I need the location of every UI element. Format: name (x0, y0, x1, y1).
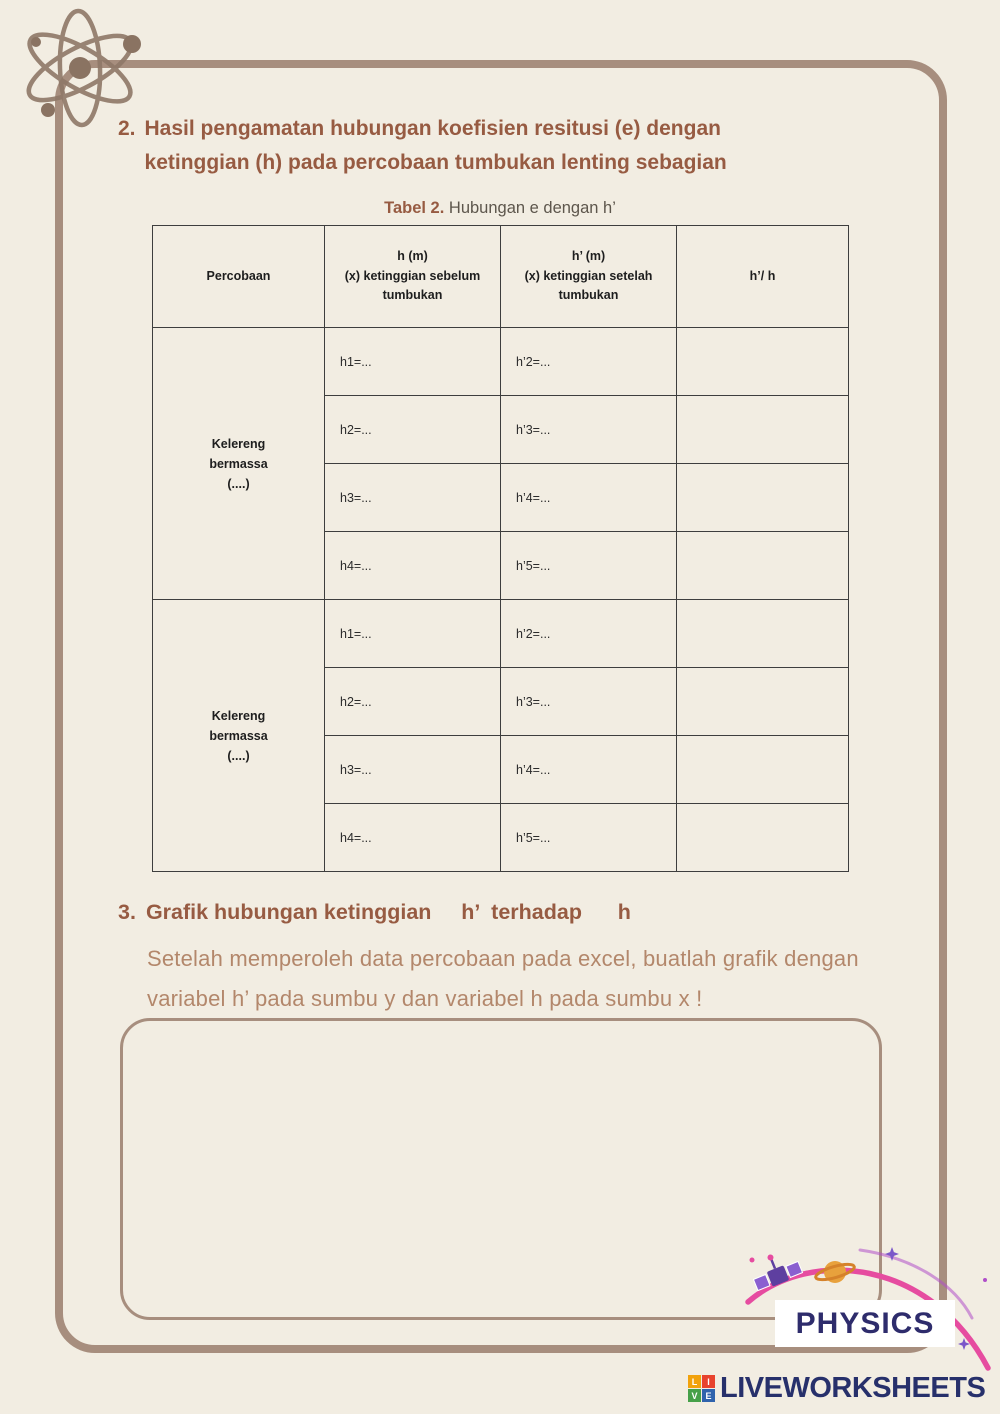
group-label-line: bermassa (209, 456, 268, 471)
cell-answer-blank (677, 668, 849, 736)
cell-h-before: h2=... (325, 668, 501, 736)
cell-answer-blank (677, 600, 849, 668)
cell-h-after: h’3=... (501, 396, 677, 464)
header-line: tumbukan (382, 288, 443, 303)
logo-letter: L (688, 1375, 701, 1388)
cell-answer-blank (677, 804, 849, 872)
table-caption (152, 199, 848, 218)
cell-h-before: h1=... (325, 600, 501, 668)
section2-heading (118, 112, 793, 180)
table-row (153, 600, 849, 668)
group-label-line: (....) (227, 748, 250, 763)
group-label-line: (....) (227, 476, 250, 491)
cell-h-after: h’2=... (501, 328, 677, 396)
cell-h-after: h’4=... (501, 464, 677, 532)
cell-h-before: h4=... (325, 532, 501, 600)
cell-answer-blank (677, 464, 849, 532)
satellite-icon (747, 1246, 803, 1293)
cell-answer-blank (677, 736, 849, 804)
physics-badge: PHYSICS (775, 1300, 955, 1347)
header-ratio: h’/ h (677, 226, 849, 328)
table-row (153, 328, 849, 396)
cell-h-before: h4=... (325, 804, 501, 872)
section3-heading (118, 900, 631, 925)
header-line: (x) ketinggian sebelum (344, 268, 481, 283)
cell-answer-blank (677, 532, 849, 600)
liveworksheets-logo (688, 1375, 715, 1402)
cell-h-before: h3=... (325, 736, 501, 804)
header-line: h’ (m) (571, 249, 606, 264)
cell-h-after: h’5=... (501, 804, 677, 872)
cell-answer-blank (677, 328, 849, 396)
header-line: h (m) (397, 249, 428, 264)
cell-h-after: h’3=... (501, 668, 677, 736)
header-percobaan: Percobaan (153, 226, 325, 328)
cell-h-before: h2=... (325, 396, 501, 464)
table-header-row (153, 226, 849, 328)
group-label-line: Kelereng (211, 436, 266, 451)
sparkle-dot (983, 1278, 987, 1282)
header-h-after (501, 226, 677, 328)
cell-h-after: h’5=... (501, 532, 677, 600)
cell-answer-blank (677, 396, 849, 464)
header-line: tumbukan (558, 288, 619, 303)
header-line: (x) ketinggian setelah (524, 268, 653, 283)
sparkle-dot (750, 1258, 755, 1263)
group-label-line: bermassa (209, 728, 268, 743)
logo-letter: I (702, 1375, 715, 1388)
cell-h-after: h’4=... (501, 736, 677, 804)
group-label-line: Kelereng (211, 708, 266, 723)
cell-h-before: h1=... (325, 328, 501, 396)
cell-h-after: h’2=... (501, 600, 677, 668)
logo-letter: V (688, 1389, 701, 1402)
section2-number: 2. (118, 117, 136, 140)
section3-number: 3. (118, 900, 136, 924)
observation-table (152, 225, 849, 872)
saturn-icon (814, 1261, 855, 1283)
table-caption-label: Tabel 2. (384, 199, 445, 217)
section2-title: Hasil pengamatan hubungan koefisien resitusi (e) dengan ketinggian (h) pada percobaan tumbukan lenting sebagian (144, 117, 727, 175)
group-label (153, 328, 325, 600)
liveworksheets-brand (688, 1372, 985, 1405)
cell-h-before: h3=... (325, 464, 501, 532)
liveworksheets-wordmark: LIVEWORKSHEETS (720, 1372, 986, 1404)
table-caption-text: Hubungan e dengan h’ (444, 199, 616, 217)
header-h-before (325, 226, 501, 328)
group-label (153, 600, 325, 872)
section3-title: Grafik hubungan ketinggian h’ terhadap h (145, 900, 631, 924)
logo-letter: E (702, 1389, 715, 1402)
section3-instructions: Setelah memperoleh data percobaan pada excel, buatlah grafik dengan variabel h’ pada sumbu y dan variabel h pada sumbu x ! (147, 946, 859, 1012)
